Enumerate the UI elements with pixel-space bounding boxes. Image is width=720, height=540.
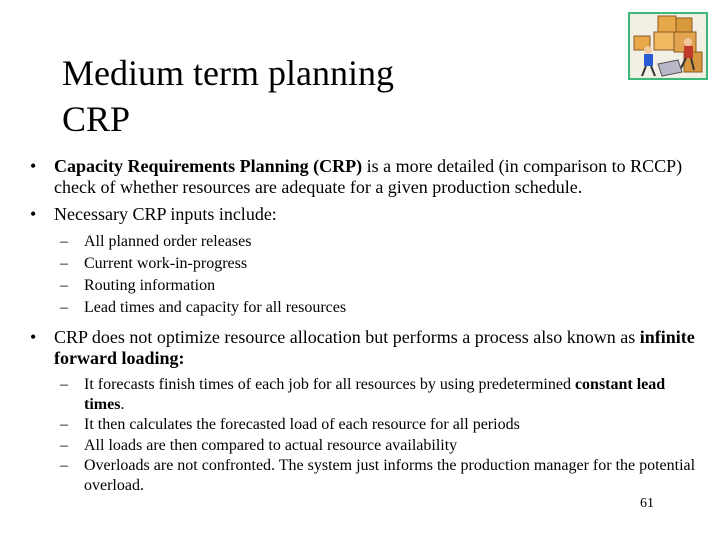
warehouse-workers-clipart-icon [628,12,708,80]
infinite-loading-list [30,375,700,495]
list-item: – Routing information [60,277,216,294]
list-item: – Overloads are not confronted. The system just informs the production manager for the potential overload. [60,457,696,494]
crp-inputs-list [30,231,700,319]
bullet-crp-definition: • Capacity Requirements Planning (CRP) is a more detailed (in comparison to RCCP) check of whether resources are adequate for a given production schedule. [30,156,683,197]
list-item: – Current work-in-progress [60,255,248,272]
slide-title [62,50,394,142]
list-item: – All planned order releases [60,233,252,250]
bullet-crp-inputs: • Necessary CRP inputs include: [30,204,277,224]
title-line-1: Medium term planning [62,53,394,93]
bullet-infinite-loading: • CRP does not optimize resource allocation but performs a process also known as infinite forward loading: [30,327,695,368]
list-item: – All loads are then compared to actual resource availability [60,436,458,454]
infinite-loading-term: infinite forward loading: [54,327,695,368]
list-item: – It forecasts finish times of each job for all resources by using predetermined constant lead times. [60,376,666,413]
crp-term: Capacity Requirements Planning (CRP) [54,156,363,176]
crp-inputs-text: Necessary CRP inputs include: [54,204,277,224]
infinite-loading-text: CRP does not optimize resource allocation but performs a process also known as [54,327,640,347]
list-item: – Lead times and capacity for all resources [60,299,347,316]
bullet-list [30,156,700,496]
title-line-2: CRP [62,99,131,139]
list-item: – It then calculates the forecasted load of each resource for all periods [60,416,520,433]
crp-definition-text: is a more detailed (in comparison to RCCP) check of whether resources are adequate for a given production schedule. [54,156,683,197]
page-number: 61 [640,496,654,511]
